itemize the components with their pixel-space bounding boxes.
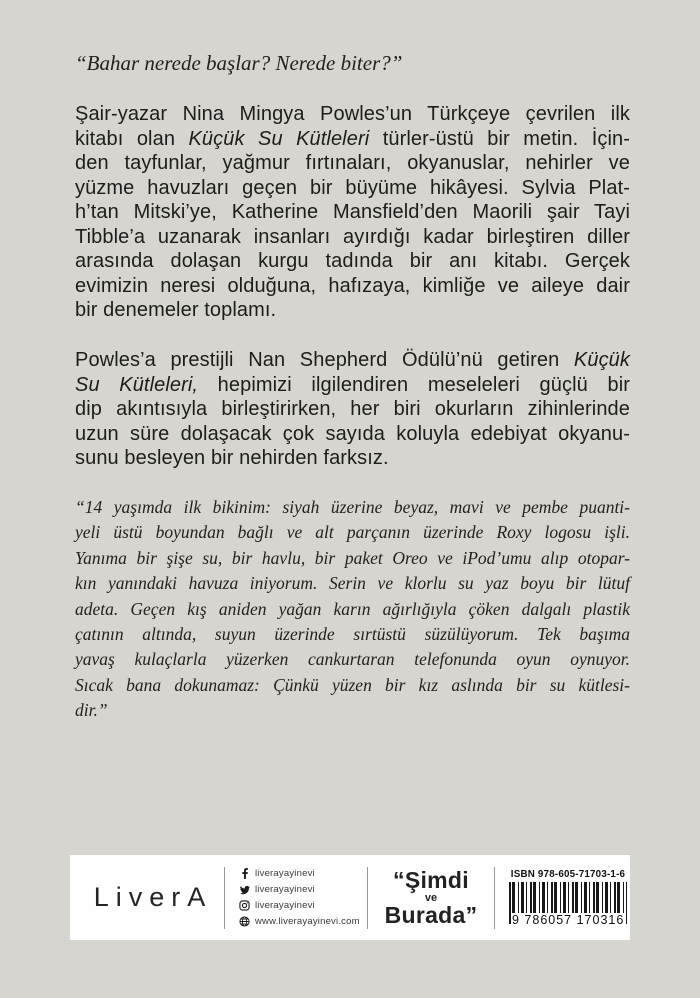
excerpt-quote — [75, 495, 630, 724]
text-line: den tayfunlar, yağmur fırtınaları, okyanuslar, nehirler ve — [75, 152, 630, 174]
twitter-icon — [239, 884, 250, 895]
facebook-icon — [239, 868, 250, 879]
text-line: Şair-yazar Nina Mingya Powles’un Türkçeye çevrilen ilk — [75, 103, 630, 125]
barcode-digits: 9 786057 170316 — [512, 912, 625, 927]
text-line: evimizin neresi olduğuna, hafızaya, kimliğe ve aileye dair — [75, 274, 630, 297]
text-line: Su Kütleleri, hepimizi ilgilendiren meseleleri güçlü bir — [75, 373, 630, 396]
text-line: Yanıma bir şişe su, bir havlu, bir paket Oreo ve iPod’umu alıp otopar- — [75, 547, 630, 568]
barcode-block — [495, 869, 639, 927]
text-line: yavaş kulaçlarla yüzerken cankurtaran telefonunda oyun oynuyor. — [75, 649, 630, 670]
text-line: Powles’a prestijli Nan Shepherd Ödülü’nü getiren Küçük — [75, 349, 630, 371]
social-row-website — [239, 914, 367, 930]
text-line: yeli üstü boyundan bağlı ve alt parçanın üzerinde Roxy logosu işli. — [75, 522, 630, 543]
text-line: kın yanındaki havuza iniyorum. Serin ve klorlu su yaz boyu bir lütuf — [75, 573, 630, 594]
text-line: kitabı olan Küçük Su Kütleleri türler-üstü bir metin. İçin- — [75, 127, 630, 150]
text-line: “14 yaşımda ilk bikinim: siyah üzerine beyaz, mavi ve pembe puanti- — [75, 497, 630, 517]
text-line: çatının altında, suyun üzerinde sırtüstü süzülüyorum. Tek başıma — [75, 623, 630, 644]
social-links-list — [225, 866, 367, 930]
text-line: sunu besleyen bir nehirden farksız. — [75, 447, 389, 469]
text-line: h’tan Mitski’ye, Katherine Mansfield’den Maorili şair Tayi — [75, 201, 630, 223]
social-row-instagram — [239, 898, 367, 914]
instagram-icon — [239, 900, 250, 911]
publisher-footer-bar — [70, 855, 630, 940]
social-row-twitter — [239, 882, 367, 898]
text-line: bir denemeler toplamı. — [75, 299, 277, 321]
slogan-line-3: Burada” — [384, 901, 478, 928]
instagram-handle: liverayayinevi — [255, 900, 315, 911]
isbn-label: ISBN 978-605-71703-1-6 — [510, 868, 626, 880]
slogan-line-1: “Şimdi — [393, 866, 469, 893]
text-line: uzun süre dolaşacak çok sayıda koluyla edebiyat okyanu- — [75, 422, 630, 445]
epigraph-quote: “Bahar nerede başlar? Nerede biter?” — [75, 51, 403, 75]
text-line: Sıcak bana dokunamaz: Çünkü yüzen bir kız aslında bir su kütlesi- — [75, 674, 630, 695]
text-line: arasında dolaşan kurgu tadında bir anı kitabı. Gerçek — [75, 250, 630, 272]
publisher-slogan — [368, 866, 494, 928]
globe-icon — [239, 916, 250, 927]
twitter-handle: liverayayinevi — [255, 884, 315, 895]
facebook-handle: liverayayinevi — [255, 868, 315, 879]
text-line: adeta. Geçen kış aniden yağan karın ağırlığıyla çöken dalgalı plastik — [75, 598, 630, 619]
text-line: yüzme havuzları geçen bir büyüme hikâyesi. Sylvia Plat- — [75, 176, 630, 199]
website-url: www.liverayayinevi.com — [255, 916, 360, 927]
social-row-facebook — [239, 866, 367, 882]
text-line: Tibble’a uzanarak insanları ayırdığı kadar birleştiren diller — [75, 225, 630, 248]
text-line: dip akıntısıyla birleştirirken, her biri okurların zihinlerinde — [75, 398, 630, 420]
synopsis-paragraph-2 — [75, 348, 630, 471]
slogan-line-2: ve — [424, 891, 438, 904]
synopsis-paragraph-1 — [75, 102, 630, 323]
livera-logo: LiverA — [93, 882, 213, 912]
text-line: dir.” — [75, 700, 108, 721]
